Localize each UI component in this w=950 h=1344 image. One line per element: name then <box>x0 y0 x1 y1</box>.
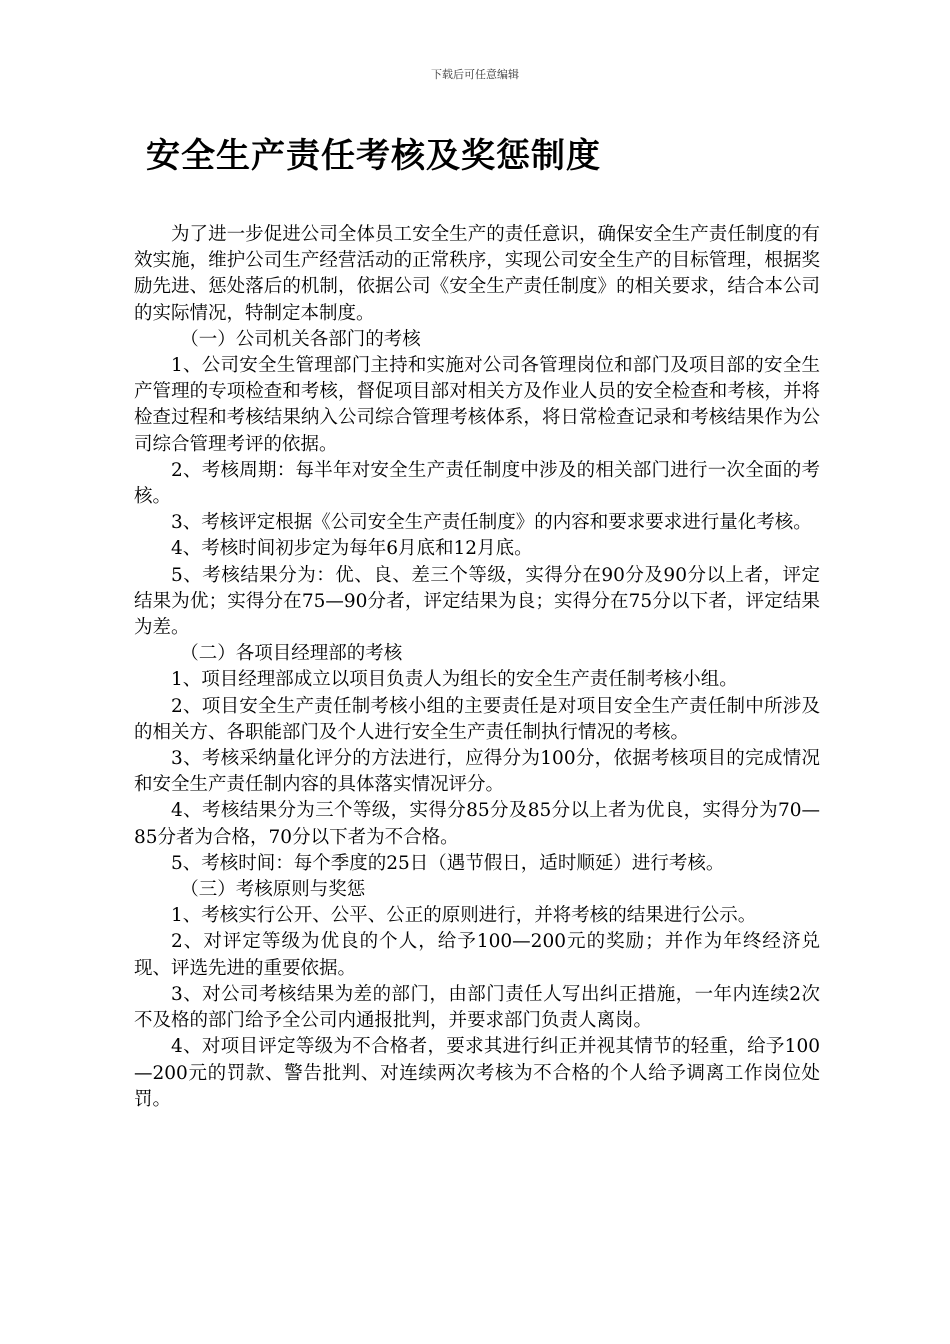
section-heading-3: （三）考核原则与奖惩 <box>180 879 366 901</box>
section-1-item-4: 4、考核时间初步定为每年6月底和12月底。 <box>171 538 533 560</box>
section-1-item-5: 5、考核结果分为：优、良、差三个等级，实得分在90分及90分以上者，评定结果为优；实得分在75—90分者，评定结果为良；实得分在75分以下者，评定结果为差。 <box>134 564 820 639</box>
intro-paragraph: 为了进一步促进公司全体员工安全生产的责任意识，确保安全生产责任制度的有效实施，维护公司生产经营活动的正常秩序，实现公司安全生产的目标管理，根据奖励先进、惩处落后的机制，依据公司《安全生产责任制度》的相关要求，结合本公司的实际情况，特制定本制度。 <box>134 224 820 324</box>
section-heading-2: （二）各项目经理部的考核 <box>180 643 403 665</box>
section-2-item-1: 1、项目经理部成立以项目负责人为组长的安全生产责任制考核小组。 <box>171 669 738 691</box>
document-title: 安全生产责任考核及奖惩制度 <box>146 136 601 176</box>
document-body <box>134 222 820 1113</box>
section-2-item-2: 2、项目安全生产责任制考核小组的主要责任是对项目安全生产责任制中所涉及的相关方、各职能部门及个人进行安全生产责任制执行情况的考核。 <box>134 695 820 743</box>
section-1-item-2: 2、考核周期：每半年对安全生产责任制度中涉及的相关部门进行一次全面的考核。 <box>134 459 820 508</box>
section-2-item-4: 4、考核结果分为三个等级，实得分85分及85分以上者为优良，实得分为70—85分者为合格，70分以下者为不合格。 <box>134 800 820 848</box>
section-3-item-3: 3、对公司考核结果为差的部门，由部门责任人写出纠正措施，一年内连续2次不及格的部门给予全公司内通报批判，并要求部门负责人离岗。 <box>134 983 820 1032</box>
header-note: 下载后可任意编辑 <box>431 68 519 81</box>
section-2-item-3: 3、考核采纳量化评分的方法进行，应得分为100分，依据考核项目的完成情况和安全生产责任制内容的具体落实情况评分。 <box>134 748 820 796</box>
section-3-item-2: 2、对评定等级为优良的个人，给予100—200元的奖励；并作为年终经济兑现、评选先进的重要依据。 <box>134 931 820 979</box>
section-3-item-4: 4、对项目评定等级为不合格者，要求其进行纠正并视其情节的轻重，给予100—200元的罚款、警告批判、对连续两次考核为不合格的个人给予调离工作岗位处罚。 <box>134 1036 820 1110</box>
section-3-item-1: 1、考核实行公开、公平、公正的原则进行，并将考核的结果进行公示。 <box>171 905 757 927</box>
section-1-item-1: 1、公司安全生管理部门主持和实施对公司各管理岗位和部门及项目部的安全生产管理的专项检查和考核，督促项目部对相关方及作业人员的安全检查和考核，并将检查过程和考核结果纳入公司综合管理考核体系，将日常检查记录和考核结果作为公司综合管理考评的依据。 <box>134 355 820 455</box>
section-1-item-3: 3、考核评定根据《公司安全生产责任制度》的内容和要求要求进行量化考核。 <box>171 512 812 534</box>
section-2-item-5: 5、考核时间：每个季度的25日（遇节假日，适时顺延）进行考核。 <box>171 852 725 874</box>
section-heading-1: （一）公司机关各部门的考核 <box>180 328 421 350</box>
